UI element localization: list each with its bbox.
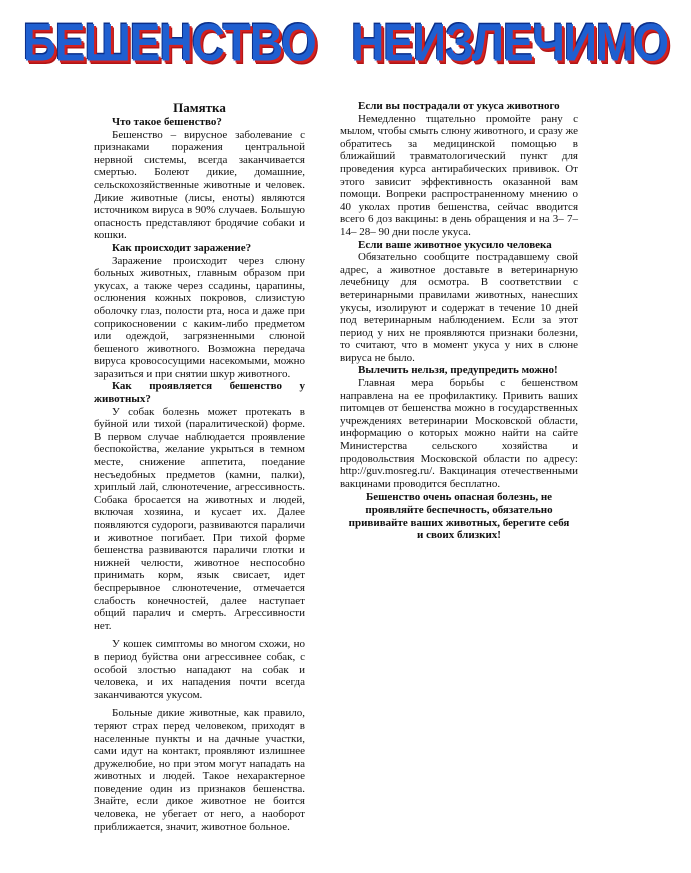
paragraph-what-is-rabies: Бешенство – вирусное заболевание с признаками поражения центральной нервной системы, всегда заканчивается смертью. Болеют дикие, домашние, сельскохозяйственные животные и человек. Дикие животные (лисы, еноты) являются источником вируса в 90% случаев. Большую опасность представляют бродячие собаки и кошки. [94,128,305,242]
heading-if-bitten: Если вы пострадали от укуса животного [358,100,560,112]
right-column [340,100,578,542]
heading-what-is-rabies: Что такое бешенство? [112,116,222,128]
heading-infection: Как происходит заражение? [112,241,252,254]
paragraph-symptoms-dogs: У собак болезнь может протекать в буйной или тихой (паралитической) форме. В первом случае наблюдается проявление беспокойства, желание укрыться в темном месте, снижение аппетита, поедание несъедобных предметов (камни, палки), хриплый лай, слюнотечение, агрессивность. Собака бросается на животных и людей, включая хозяина, и кусает их. Далее появляются судороги, развиваются параличи и животное погибает. При тихой форме бешенства развиваются параличи глотки и нижней челюсти, животное неспособно принимать корм, язык свисает, идет беспрерывное слюнотечение, отмечается слабость конечностей, далее наступает общий паралич и смерть. Агрессивности нет. [94,405,305,632]
heading-if-your-animal-bit: Если ваше животное укусило человека [358,238,552,251]
left-column [94,100,305,833]
banner-title: БЕШЕНСТВО НЕИЗЛЕЧИМО [22,12,669,72]
document-title: Памятка [173,100,226,115]
heading-symptoms-animals: Как проявляется бешенство у животных? [94,380,305,406]
paragraph-wild-animals: Больные дикие животные, как правило, теряют страх перед человеком, приходят в населенные пункты и на дачные участки, сами идут на контакт, проявляют излишнее дружелюбие, но при этом могут нападать на животных и людей. Такое нехарактерное поведение один из признаков бешенства. Знайте, если дикое животное не боится человека, не убегает от него, а наоборот приближается, значит, животное больное. [94,707,305,833]
final-warning: Бешенство очень опасная болезнь, не проявляйте беспечность, обязательно прививайте ваших животных, берегите себя и своих близких! [348,491,570,542]
paragraph-if-your-animal-bit: Обязательно сообщите пострадавшему свой адрес, а животное доставьте в ветеринарную лечебницу для осмотра. В соответствии с ветеринарными правилами животных, нанесших укусы, изолируют и содержат в течение 10 дней под ветеринарным наблюдением. Если за этот период у них не проявляются признаки болезни, то считают, что в момент укуса у них в слюне вируса не было. [340,251,578,364]
heading-prevention: Вылечить нельзя, предупредить можно! [358,364,558,377]
paragraph-prevention: Главная мера борьбы с бешенством направлена на ее профилактику. Привить ваших питомцев от бешенства можно в государственных учреждениях ветеринарии Московской области, информацию о которых можно найти на сайте Министерства сельского хозяйства и продовольствия Московской области по адресу: http://guv.mosreg.ru/. Вакцинация отечественными вакцинами проводится бесплатно. [340,377,578,490]
paragraph-symptoms-cats: У кошек симптомы во многом схожи, но в период буйства они агрессивнее собак, с особой злостью нападают на собак и человека, и их нападения почти всегда заканчиваются укусом. [94,638,305,701]
paragraph-infection: Заражение происходит через слюну больных животных, главным образом при укусах, а также через ссадины, царапины, ослюнения кожных покровов, слизистую оболочку глаз, полости рта, носа и даже при соприкосновении с каким-либо предметом или одеждой, загрязненными слюной бешеного животного. Возможна передача вируса кровососущими насекомыми, можно заразиться и при снятии шкур животного. [94,254,305,380]
paragraph-if-bitten: Немедленно тщательно промойте рану с мылом, чтобы смыть слюну животного, и сразу же обратитесь за медицинской помощью в ближайший травматологический пункт для проведения курса антирабических прививок. От этого зависит эффективность оказанной вам помощи. Вопреки распространенному мнению о 40 уколах против бешенства, сейчас вводится всего 6 доз вакцины: в день обращения и на 3– 7– 14– 28– 90 дни после укуса. [340,112,578,238]
